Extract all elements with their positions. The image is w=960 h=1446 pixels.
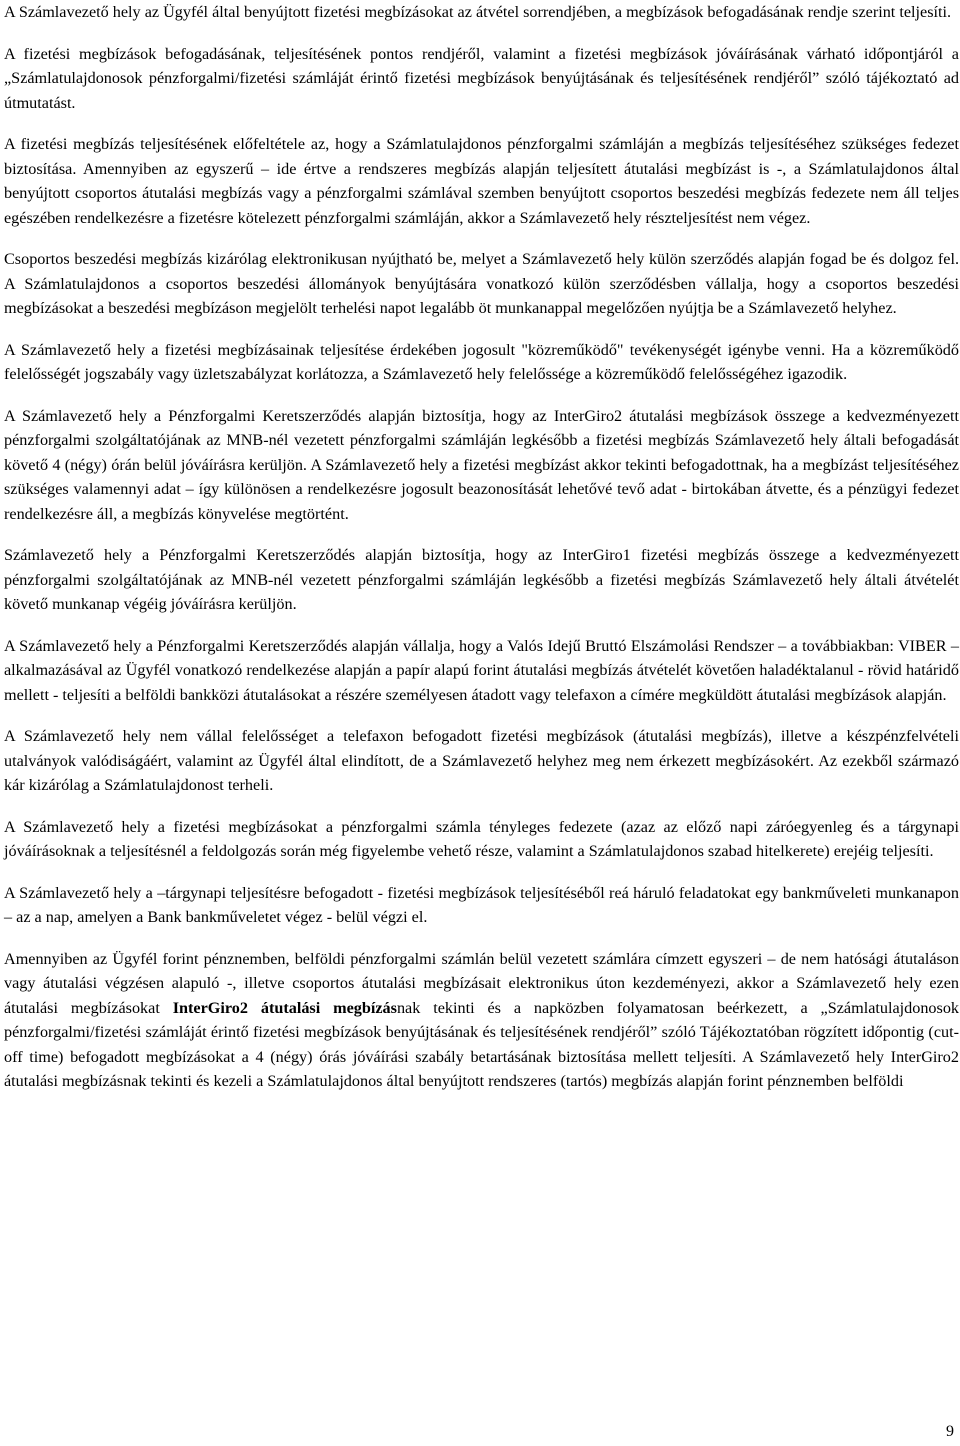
paragraph-text: A fizetési megbízások befogadásának, teljesítésének pontos rendjéről, valamint a fizetési megbízások jóváírásának várható időpontjáról a „Számlatulajdonosok pénzforgalmi/fizetési számláját érintő fizetési megbízások benyújtásának és teljesítésének rendjéről” szóló tájékoztató ad útmutatást. xyxy=(4,44,959,112)
paragraph-1 xyxy=(4,0,959,25)
paragraph-6 xyxy=(4,404,959,527)
document-page xyxy=(4,0,959,1111)
paragraph-9 xyxy=(4,724,959,798)
paragraph-text: A Számlavezető hely a Pénzforgalmi Keretszerződés alapján vállalja, hogy a Valós Idejű Bruttó Elszámolási Rendszer – a továbbiakban: VIBER – alkalmazásával az Ügyfél vonatkozó rendelkezése alapján a papír alapú forint átutalási megbízás átvételét követően haladéktalanul - rövid határidő mellett - teljesíti a belföldi bankközi átutalásokat a részére személyesen átadott vagy telefaxon a címére megküldött átutalási megbízások alapján. xyxy=(4,636,959,704)
paragraph-text: A Számlavezető hely az Ügyfél által benyújtott fizetési megbízásokat az átvétel sorrendjében, a megbízások befogadásának rendje szerint teljesíti. xyxy=(4,3,952,21)
paragraph-text: A Számlavezető hely nem vállal felelősséget a telefaxon befogadott fizetési megbízások (átutalási megbízás), illetve a készpénzfelvételi utalványok valódiságáért, valamint az Ügyfél által elindított, de a Számlavezető helyhez meg nem érkezett megbízásokért. Az ezekből származó kár kizárólag a Számlatulajdonost terheli. xyxy=(4,727,959,794)
paragraph-3 xyxy=(4,132,959,230)
paragraph-5 xyxy=(4,338,959,387)
paragraph-text: Amennyiben az Ügyfél forint pénznemben, belföldi pénzforgalmi számlán belül vezetett számlára címzett egyszeri – de nem hatósági átutaláson vagy átutalási végzésen alapuló -, illetve csoportos átutalási megbízásait elektronikus úton kezdeményezi, akkor a Számlavezető hely ezen átutalási megbízásokat xyxy=(4,949,959,1017)
paragraph-text: Számlavezető hely a Pénzforgalmi Keretszerződés alapján biztosítja, hogy az InterGiro1 fizetési megbízás összege a kedvezményezett pénzforgalmi szolgáltatójának az MNB-nél vezetett pénzforgalmi számláján legkésőbb a fizetési megbízás Számlavezető hely általi átvételét követő munkanap végéig jóváírásra kerüljön. xyxy=(4,546,959,613)
paragraph-bold-term: InterGiro2 átutalási megbízás xyxy=(172,998,397,1017)
paragraph-12 xyxy=(4,947,959,1094)
paragraph-10 xyxy=(4,815,959,864)
paragraph-text: A Számlavezető hely a –tárgynapi teljesítésre befogadott - fizetési megbízások teljesítéséből reá háruló feladatokat egy bankműveleti munkanapon – az a nap, amelyen a Bank bankműveletet végez - belül végzi el. xyxy=(4,883,959,926)
paragraph-11 xyxy=(4,881,959,930)
page-number: 9 xyxy=(946,1423,954,1440)
paragraph-text: Csoportos beszedési megbízás kizárólag elektronikusan nyújtható be, melyet a Számlavezető hely külön szerződés alapján fogad be és dolgoz fel. A Számlatulajdonos a csoportos beszedési állományok benyújtására vonatkozó külön szerződésben vállalja, hogy a csoportos beszedési megbízásokat a beszedési megbízáson megjelölt terhelési napot legalább öt munkanappal megelőzően nyújtja be a Számlavezető helyhez. xyxy=(4,250,959,317)
paragraph-7 xyxy=(4,543,959,617)
paragraph-text: A Számlavezető hely a fizetési megbízásokat a pénzforgalmi számla tényleges fedezete (azaz az előző napi záróegyenleg és a tárgynapi jóváírásoknak a teljesítésnél a feldolgozás során még figyelembe vehető része, valamint a Számlatulajdonos szabad hitelkerete) erejéig teljesíti. xyxy=(4,817,959,860)
paragraph-text: nak tekinti és a napközben folyamatosan beérkezett, a „Számlatulajdonosok pénzforgalmi/fizetési számláját érintő fizetési megbízások benyújtásának és teljesítésének rendjéről” szóló Tájékoztatóban rögzített időpontig (cut-off time) befogadott megbízásokat a 4 (négy) órás jóváírási szabály betartásának biztosítása mellett teljesíti. A Számlavezető hely InterGiro2 átutalási megbízásnak tekinti és kezeli a Számlatulajdonos által benyújtott rendszeres (tartós) megbízás alapján forint pénznemben belföldi xyxy=(4,998,960,1090)
paragraph-8 xyxy=(4,634,959,708)
paragraph-2 xyxy=(4,42,959,116)
paragraph-text: A Számlavezető hely a Pénzforgalmi Keretszerződés alapján biztosítja, hogy az InterGiro2 átutalási megbízások összege a kedvezményezett pénzforgalmi szolgáltatójának az MNB-nél vezetett pénzforgalmi számláján legkésőbb a fizetési megbízás Számlavezető hely általi befogadását követő 4 (négy) órán belül jóváírásra kerüljön. A Számlavezető hely a fizetési megbízást akkor tekinti befogadottnak, ha a megbízást teljesítéséhez szükséges valamennyi adat – így különösen a rendelkezésre jogosult beazonosítását lehetővé tevő adat - birtokában átvette, és a pénzügyi fedezet rendelkezésre áll, a megbízás könyvelése megtörtént. xyxy=(4,406,959,523)
paragraph-4 xyxy=(4,247,959,321)
paragraph-text: A fizetési megbízás teljesítésének előfeltétele az, hogy a Számlatulajdonos pénzforgalmi számláján a megbízás teljesítéséhez szükséges fedezet biztosítása. Amennyiben az egyszerű – ide értve a rendszeres megbízás alapján teljesített átutalási megbízást is -, a Számlatulajdonos által benyújtott csoportos átutalási megbízás vagy a pénzforgalmi számlával szemben benyújtott csoportos beszedési megbízás fedezete nem áll teljes egészében rendelkezésre a fizetésre kötelezett pénzforgalmi számláján, akkor a Számlavezető hely részteljesítést nem végez. xyxy=(4,135,959,227)
paragraph-text: A Számlavezető hely a fizetési megbízásainak teljesítése érdekében jogosult "közreműködő" tevékenységét igénybe venni. Ha a közreműködő felelősségét jogszabály vagy üzletszabályzat korlátozza, a Számlavezető hely felelőssége a közreműködő felelősségéhez igazodik. xyxy=(4,340,959,383)
